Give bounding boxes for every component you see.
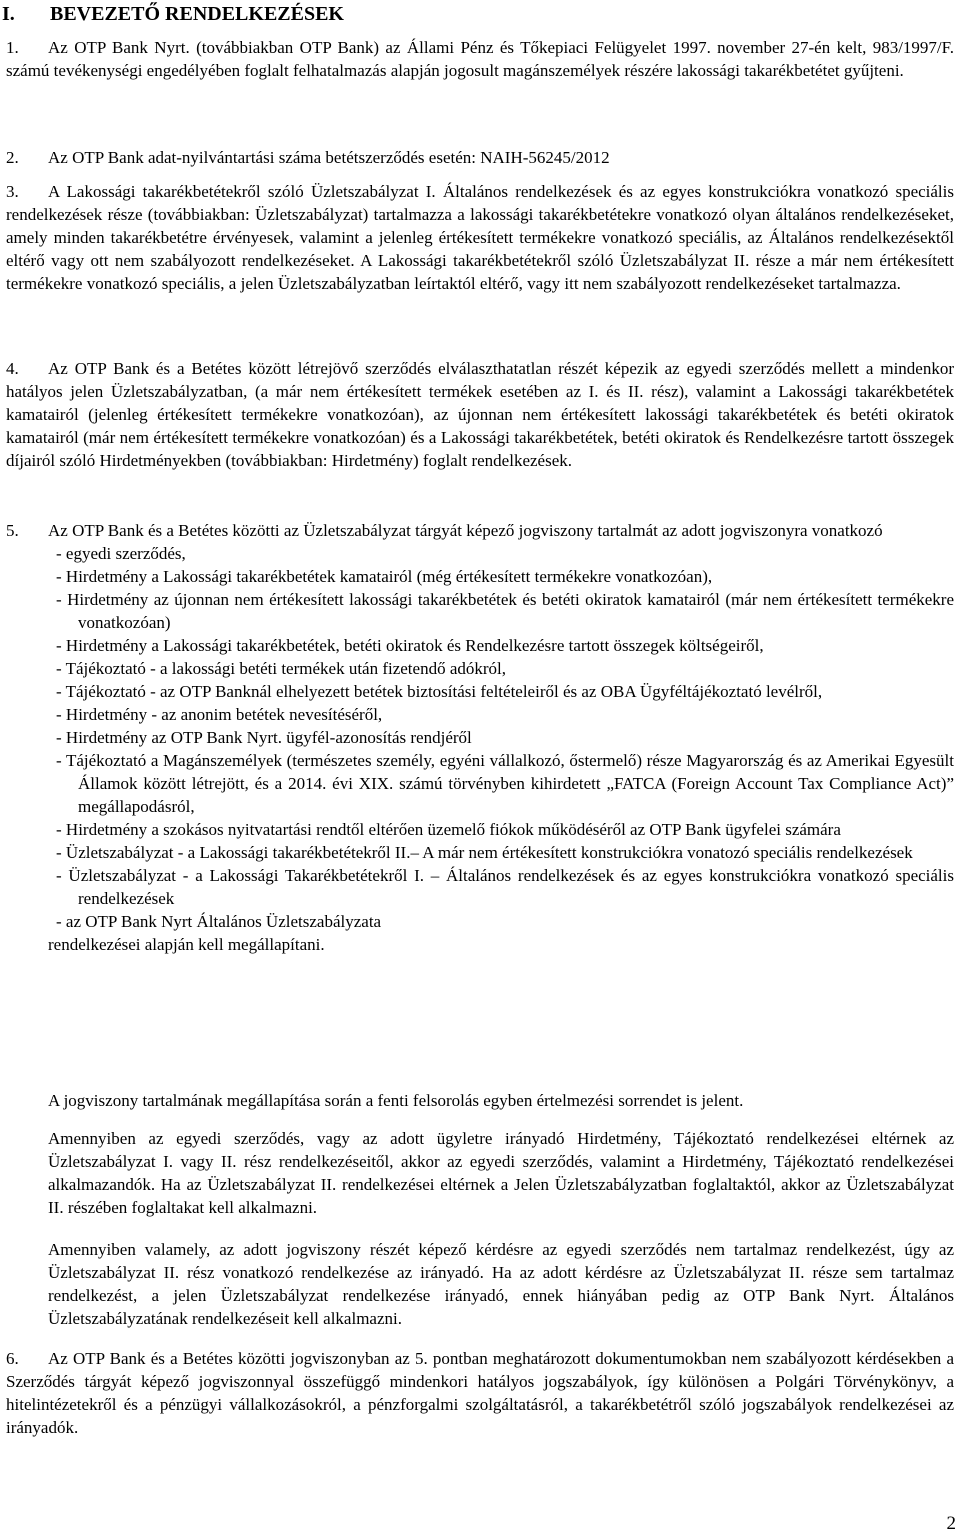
list-entry: - Tájékoztató a Magánszemélyek (természetes személy, egyéni vállalkozó, őstermelő) része Magyarország és az Amerikai Egyesült Államok között létrejött, és a 2014. évi XIX. számú törvényben kihirdetett „FATCA (Foreign Account Tax Compliance Act)” megállapodásról, bbox=[56, 751, 954, 816]
item-outro: rendelkezései alapján kell megállapítani. bbox=[48, 935, 325, 954]
list-item-5 bbox=[6, 519, 954, 956]
list-entry: - Hirdetmény a Lakossági takarékbetétek, betéti okiratok és Rendelkezésre tartott összegek költségeiről, bbox=[56, 636, 764, 655]
document-list bbox=[56, 542, 954, 933]
list-entry: - Hirdetmény az OTP Bank Nyrt. ügyfél-azonosítás rendjéről bbox=[56, 728, 472, 747]
list-item-6 bbox=[6, 1347, 954, 1439]
list-item-4 bbox=[6, 357, 954, 472]
list-entry: - Üzletszabályzat - a Lakossági Takarékbetétekről I. – Általános rendelkezések és az egyes konstrukciókra vonatkozó speciális rendelkezések bbox=[56, 866, 954, 908]
section-title: BEVEZETŐ RENDELKEZÉSEK bbox=[50, 3, 344, 25]
item-text: A Lakossági takarékbetétekről szóló Üzletszabályzat I. Általános rendelkezések és az egyes konstrukciókra vonatkozó speciális rendelkezések része (továbbiakban: Üzletszabályzat) tartalmazza a lakossági takarékbetétekre vonatkozó olyan általános rendelkezéseket, amely minden takarékbetétre érvényesek, valamint a jelenleg értékesített termékekre vonatkozó speciális, az Általános rendelkezésektől eltérő vagy ott nem szabályozott rendelkezéseket. A Lakossági takarékbetétekről szóló Üzletszabályzat II. része a már nem értékesített termékekre vonatkozó speciális, a jelen Üzletszabályzatban leírtaktól eltérő, vagy itt nem szabályozott rendelkezéseket tartalmazza. bbox=[6, 182, 954, 293]
section-number: I. bbox=[2, 3, 15, 25]
list-item-2 bbox=[6, 146, 954, 169]
list-entry: - Tájékoztató - az OTP Banknál elhelyezett betétek biztosítási feltételeiről és az OBA Ügyféltájékoztató levélről, bbox=[56, 682, 823, 701]
item-number: 5. bbox=[6, 521, 19, 540]
item-intro: Az OTP Bank és a Betétes közötti az Üzletszabályzat tárgyát képező jogviszony tartalmát az adott jogviszonyra vonatkozó bbox=[48, 521, 883, 540]
item-text: Az OTP Bank adat-nyilvántartási száma betétszerződés esetén: NAIH-56245/2012 bbox=[48, 148, 610, 167]
item-number: 1. bbox=[6, 38, 19, 57]
item-number: 3. bbox=[6, 182, 19, 201]
item-number: 6. bbox=[6, 1349, 19, 1368]
page-number: 2 bbox=[946, 1513, 956, 1534]
item-text: Az OTP Bank és a Betétes közötti jogviszonyban az 5. pontban meghatározott dokumentumokban nem szabályozott kérdésekben a Szerződés tárgyát képező jogviszonnyal összefüggő mindenkori hatályos jogszabályok, így különösen a Polgári Törvénykönyv, a hitelintézetekről és a pénzügyi vállalkozásokról, a pénzforgalmi szolgáltatásról, a takarékbetétről szóló jogszabályok rendelkezései az irányadók. bbox=[6, 1349, 954, 1437]
item-text: Az OTP Bank Nyrt. (továbbiakban OTP Bank) az Állami Pénz és Tőkepiaci Felügyelet 1997. november 27-én kelt, 983/1997/F. számú tevékenységi engedélyében foglalt felhatalmazás alapján jogosult magánszemélyek részére lakossági takarékbetétet gyűjteni. bbox=[6, 38, 954, 80]
list-entry: - az OTP Bank Nyrt Általános Üzletszabályzata bbox=[56, 912, 382, 931]
section-heading bbox=[0, 2, 344, 26]
list-entry: - egyedi szerződés, bbox=[56, 544, 186, 563]
item-number: 2. bbox=[6, 148, 19, 167]
item-number: 4. bbox=[6, 359, 19, 378]
list-entry: - Tájékoztató - a lakossági betéti termékek után fizetendő adókról, bbox=[56, 659, 507, 678]
list-entry: - Hirdetmény az újonnan nem értékesített lakossági takarékbetétek és betéti okiratok kamatairól (már nem értékesített termékekre vonatkozóan) bbox=[56, 590, 954, 632]
list-entry: - Hirdetmény a szokásos nyitvatartási rendtől eltérően üzemelő fiókok működéséről az OTP Bank ügyfelei számára bbox=[56, 820, 841, 839]
list-entry: - Hirdetmény a Lakossági takarékbetétek kamatairól (még értékesített termékekre vonatkozóan), bbox=[56, 567, 713, 586]
list-entry: - Üzletszabályzat - a Lakossági takarékbetétekről II.– A már nem értékesített konstrukciókra vonatozó speciális rendelkezések bbox=[56, 843, 913, 862]
list-item-1 bbox=[6, 36, 954, 82]
paragraph-fallback: Amennyiben valamely, az adott jogviszony részét képező kérdésre az egyedi szerződés nem tartalmaz rendelkezést, úgy az Üzletszabályzat II. rész vonatkozó rendelkezése az irányadó. Ha az adott kérdésre az Üzletszabályzat II. része sem tartalmaz rendelkezést, a jelen Üzletszabályzat rendelkezése irányadó, ennek hiányában pedig az OTP Bank Nyrt. Általános Üzletszabályzatának rendelkezéseit kell alkalmazni. bbox=[48, 1240, 954, 1328]
item-text: Az OTP Bank és a Betétes között létrejövő szerződés elválaszthatatlan részét képezik az egyedi szerződés mellett a mindenkor hatályos jelen Üzletszabályzatban, (a már nem értékesített termékek esetében az I. és II. rész), valamint a Lakossági takarékbetétek kamatairól (jelenleg értékesített termékekre vonatkozóan), az újonnan nem értékesített lakossági takarékbetétek és betéti okiratok kamatairól (már nem értékesített termékekre vonatkozóan) és a Lakossági takarékbetétek, betéti okiratok és Rendelkezésre tartott összegek díjairól szóló Hirdetményekben (továbbiakban: Hirdetmény) foglalt rendelkezések. bbox=[6, 359, 954, 470]
list-entry: - Hirdetmény - az anonim betétek nevesítéséről, bbox=[56, 705, 383, 724]
paragraph-order: A jogviszony tartalmának megállapítása során a fenti felsorolás egyben értelmezési sorrendet is jelent. bbox=[48, 1091, 744, 1110]
paragraph-deviation: Amennyiben az egyedi szerződés, vagy az adott ügyletre irányadó Hirdetmény, Tájékoztató rendelkezései eltérnek az Üzletszabályzat I. vagy II. rész rendelkezéseitől, akkor az egyedi szerződés, valamint a Hirdetmény, Tájékoztató rendelkezései alkalmazandók. Ha az Üzletszabályzat II. rendelkezései eltérnek a Jelen Üzletszabályzatban foglaltaktól, akkor az Üzletszabályzat II. részében foglaltakat kell alkalmazni. bbox=[48, 1129, 954, 1217]
list-item-3 bbox=[6, 180, 954, 295]
